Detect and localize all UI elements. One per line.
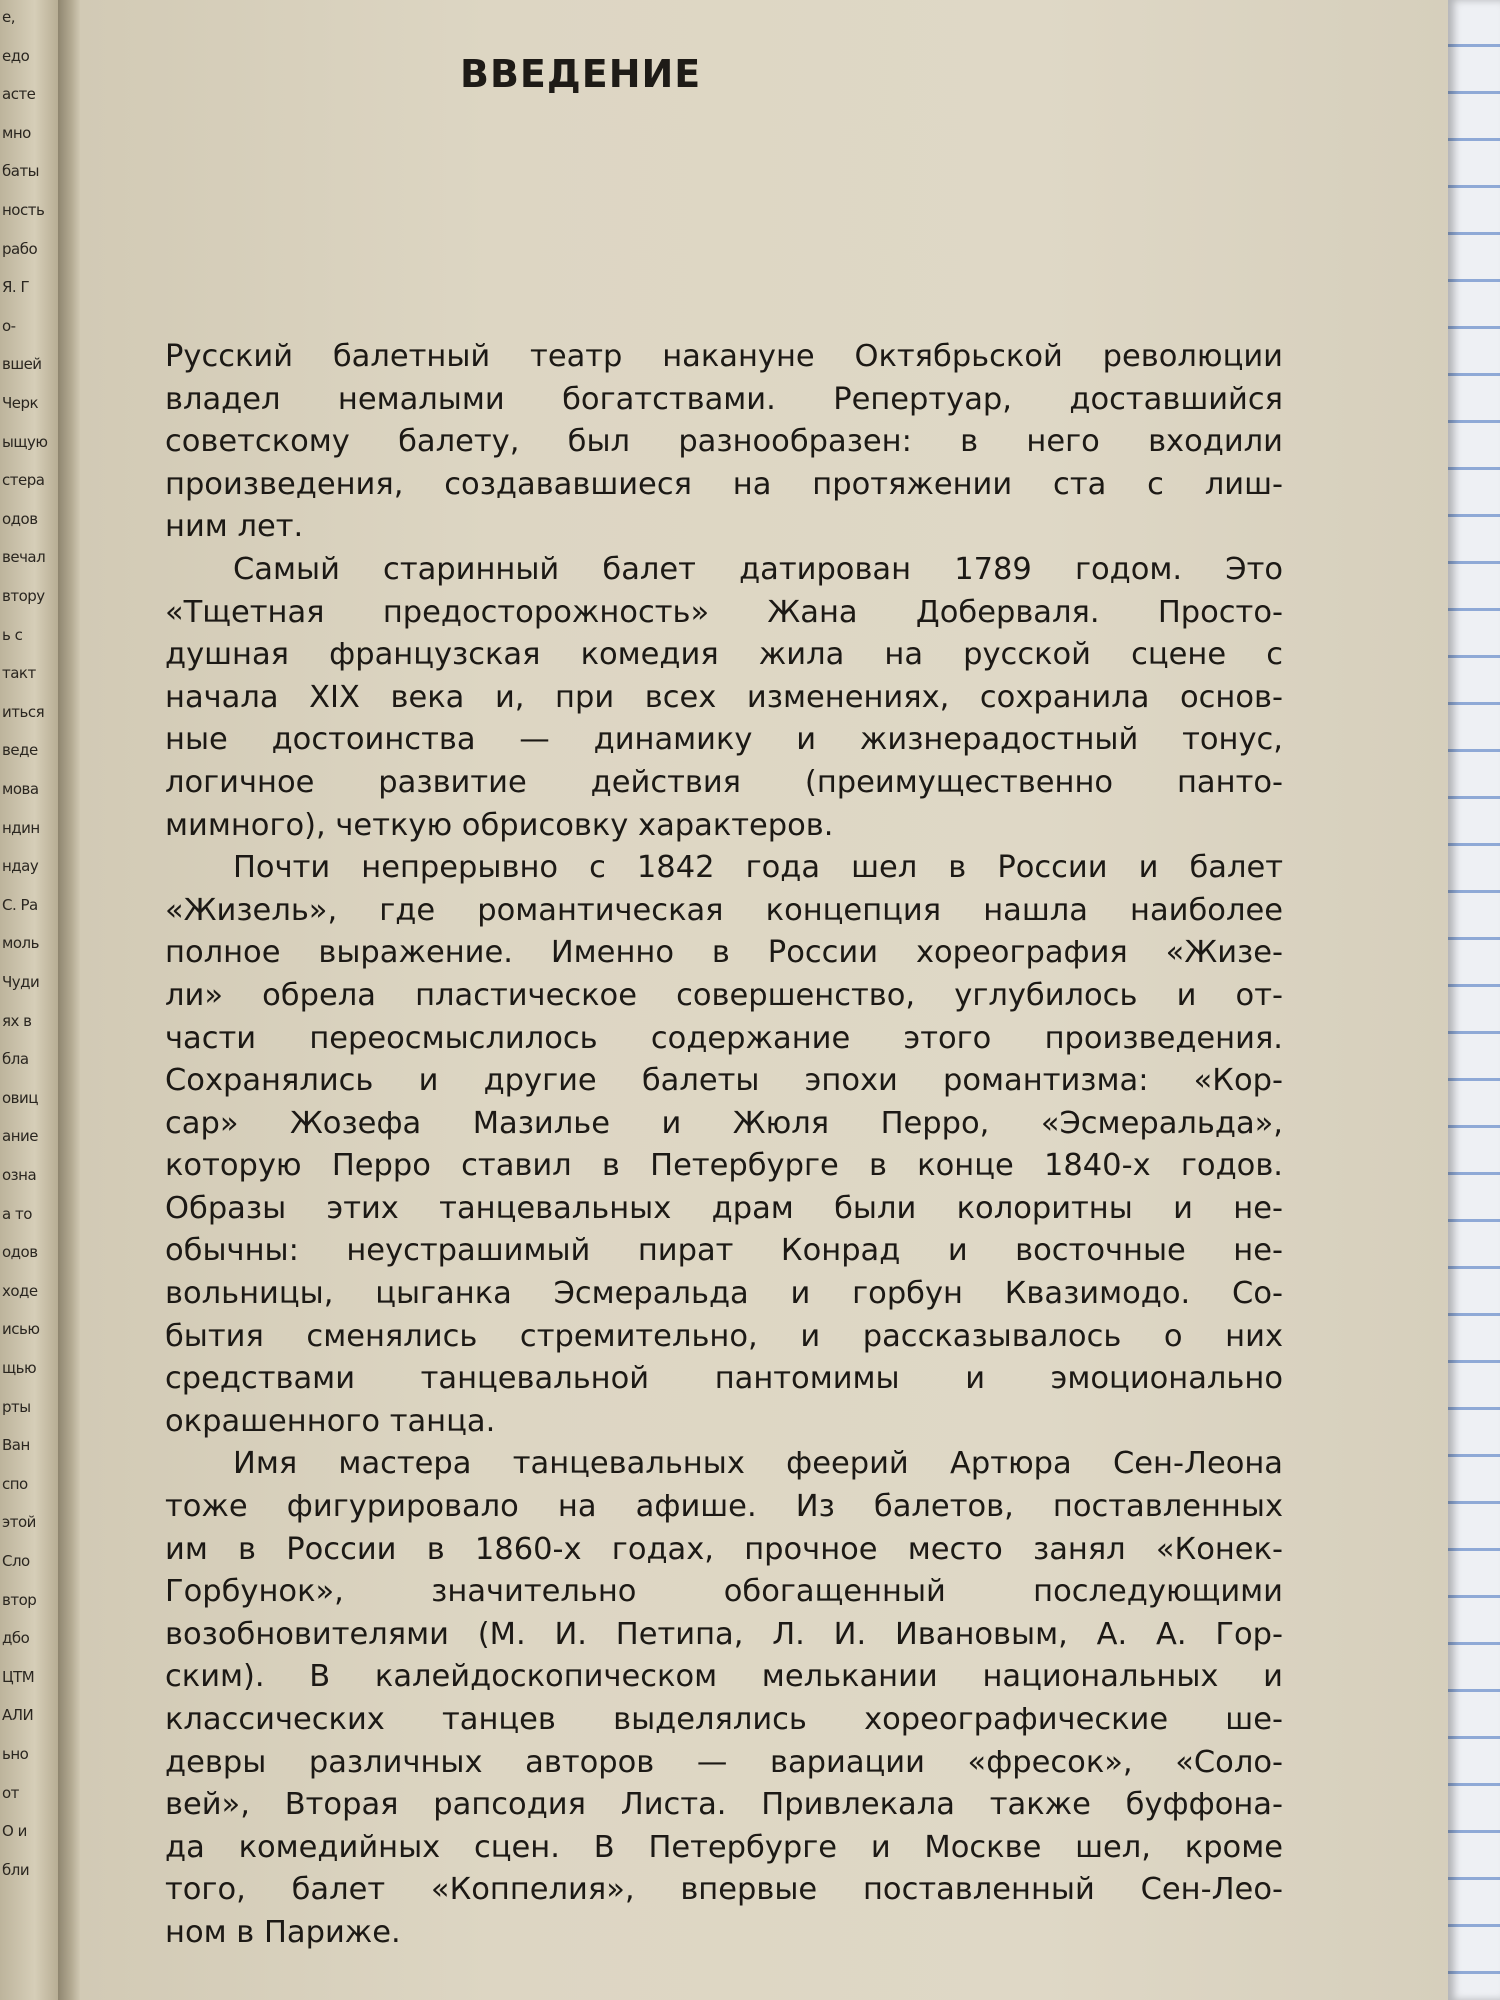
text-line: полное выражение. Именно в России хореография «Жизе- — [165, 935, 1283, 971]
left-page-text-fragment: Чуди — [2, 973, 40, 991]
paragraph — [165, 549, 1283, 847]
text-line: ским). В калейдоскопическом мелькании национальных и — [165, 1659, 1283, 1695]
paragraph — [165, 336, 1283, 549]
text-line: логичное развитие действия (преимущественно панто- — [165, 764, 1283, 800]
text-line: им в России в 1860-х годах, прочное место занял «Конек- — [165, 1531, 1283, 1567]
left-page-text-fragment: исью — [2, 1320, 40, 1339]
text-line: девры различных авторов — вариации «фресок», «Соло- — [165, 1744, 1283, 1780]
paragraph — [165, 847, 1283, 1443]
left-page-text-fragment: моль — [2, 934, 39, 953]
paragraph — [165, 1443, 1283, 1954]
left-page-text-fragment: иться — [2, 702, 45, 721]
left-page-text-fragment: ЦТМ — [2, 1667, 35, 1686]
text-line: Самый старинный балет датирован 1789 годом. Это — [233, 551, 1283, 587]
left-page-text-fragment: ыщую — [2, 432, 48, 451]
lined-notebook-paper — [1448, 0, 1500, 2000]
chapter-heading: ВВЕДЕНИЕ — [460, 52, 702, 96]
text-line: того, балет «Коппелия», впервые поставленный Сен-Лео- — [165, 1872, 1283, 1908]
left-page-text-fragment: АЛИ — [2, 1706, 34, 1725]
text-line: классических танцев выделялись хореографические ше- — [165, 1702, 1283, 1737]
left-page-text-fragment: бли — [2, 1860, 30, 1879]
text-line: душная французская комедия жила на русской сцене с — [165, 637, 1283, 673]
left-page-text-fragment: веде — [2, 741, 38, 760]
left-page-text-fragment: дбо — [2, 1629, 30, 1648]
text-line: произведения, создававшиеся на протяжении ста с лиш- — [165, 466, 1283, 502]
text-line: бытия сменялись стремительно, и рассказывалось о них — [165, 1318, 1283, 1354]
text-line: которую Перро ставил в Петербурге в конце 1840-х годов. — [165, 1148, 1283, 1184]
left-page-text-fragment: баты — [2, 162, 40, 181]
left-page-text-fragment: бла — [2, 1050, 29, 1069]
left-page-text-fragment: ание — [2, 1127, 38, 1146]
text-line: тоже фигурировало на афише. Из балетов, поставленных — [165, 1489, 1283, 1525]
text-line: «Тщетная предосторожность» Жана Доберваля. Просто- — [165, 594, 1283, 630]
chapter-body — [165, 336, 1283, 1955]
left-page-text-fragment: втору — [2, 587, 45, 605]
text-line: вей», Вторая рапсодия Листа. Привлекала также буффона- — [165, 1787, 1283, 1823]
text-line: Сохранялись и другие балеты эпохи романтизма: «Кор- — [165, 1063, 1283, 1099]
left-page-text-fragment: ях в — [2, 1011, 32, 1030]
text-line: мимного), четкую обрисовку характеров. — [165, 807, 834, 843]
left-page-text-fragment: от — [2, 1783, 19, 1802]
left-page-text-fragment: рабо — [2, 239, 38, 258]
left-page-text-fragment: вшей — [2, 355, 42, 374]
left-page-text-fragment: щью — [2, 1359, 37, 1377]
text-line: средствами танцевальной пантомимы и эмоционально — [165, 1361, 1283, 1397]
left-page-text-fragment: этой — [2, 1513, 36, 1532]
left-page-text-fragment: мова — [2, 780, 39, 798]
left-page-text-fragment: стера — [2, 471, 45, 490]
text-line: ном в Париже. — [165, 1914, 401, 1950]
left-page-text-fragment: а то — [2, 1204, 32, 1223]
text-line: ли» обрела пластическое совершенство, углубилось и от- — [165, 977, 1283, 1013]
left-page-text-fragment: Я. Г — [2, 278, 30, 297]
text-line: Горбунок», значительно обогащенный последующими — [165, 1574, 1283, 1610]
left-page-text-fragment: ьно — [2, 1745, 29, 1763]
text-line: Имя мастера танцевальных феерий Артюра Сен-Леона — [233, 1446, 1283, 1482]
left-page-text-fragment: ность — [2, 201, 45, 219]
text-line: обычны: неустрашимый пират Конрад и восточные не- — [165, 1233, 1283, 1269]
text-line: возобновителями (М. И. Петипа, Л. И. Ивановым, А. А. Гор- — [165, 1616, 1283, 1652]
text-line: Образы этих танцевальных драм были колоритны и не- — [165, 1190, 1283, 1226]
left-page-text-fragment: ходе — [2, 1281, 38, 1300]
text-line: Русский балетный театр накануне Октябрьской революции — [165, 339, 1283, 374]
left-page-text-fragment: одов — [2, 1243, 38, 1262]
text-line: ним лет. — [165, 509, 304, 545]
left-page-text-fragment: едо — [2, 46, 30, 65]
left-page-text-fragment: спо — [2, 1474, 28, 1493]
left-page-text-fragment: е, — [2, 8, 15, 26]
left-page-text-fragment: асте — [2, 85, 36, 104]
text-line: ные достоинства — динамику и жизнерадостный тонус, — [165, 722, 1283, 758]
left-page-text-fragment: Сло — [2, 1552, 30, 1570]
left-page-text-fragment: О и — [2, 1822, 27, 1841]
left-page-text-fragment: ь с — [2, 625, 23, 644]
left-page-text-fragment: Черк — [2, 394, 39, 412]
left-page-text-fragment: мно — [2, 123, 31, 142]
text-line: «Жизель», где романтическая концепция нашла наиболее — [165, 892, 1283, 928]
text-line: вольницы, цыганка Эсмеральда и горбун Квазимодо. Со- — [165, 1276, 1283, 1312]
text-line: начала XIX века и, при всех изменениях, сохранила основ- — [165, 679, 1283, 715]
left-page-text-fragment: одов — [2, 509, 38, 528]
left-page-text-fragment: озна — [2, 1166, 37, 1184]
text-line: окрашенного танца. — [165, 1403, 496, 1439]
left-page-text-fragment: С. Ра — [2, 895, 38, 914]
left-page-edge — [0, 0, 58, 2000]
text-line: Почти непрерывно с 1842 года шел в России и балет — [233, 850, 1283, 886]
left-page-text-fragment: овиц — [2, 1088, 38, 1107]
left-page-text-fragment: о- — [2, 316, 16, 335]
left-page-text-fragment: ндау — [2, 857, 39, 876]
left-page-text-fragment: Ван — [2, 1436, 30, 1455]
left-page-text-fragment: ндин — [2, 818, 40, 837]
text-line: советскому балету, был разнообразен: в него входили — [165, 424, 1283, 460]
text-line: сар» Жозефа Мазилье и Жюля Перро, «Эсмеральда», — [165, 1105, 1283, 1141]
text-line: да комедийных сцен. В Петербурге и Москве шел, кроме — [165, 1829, 1283, 1865]
text-line: владел немалыми богатствами. Репертуар, доставшийся — [165, 381, 1283, 417]
left-page-text-fragment: такт — [2, 664, 36, 683]
left-page-text-fragment: рты — [2, 1397, 31, 1416]
text-line: части переосмыслилось содержание этого произведения. — [165, 1020, 1283, 1056]
left-page-text-fragment: втор — [2, 1590, 37, 1609]
book-gutter — [58, 0, 80, 2000]
left-page-text-fragment: вечал — [2, 548, 46, 567]
